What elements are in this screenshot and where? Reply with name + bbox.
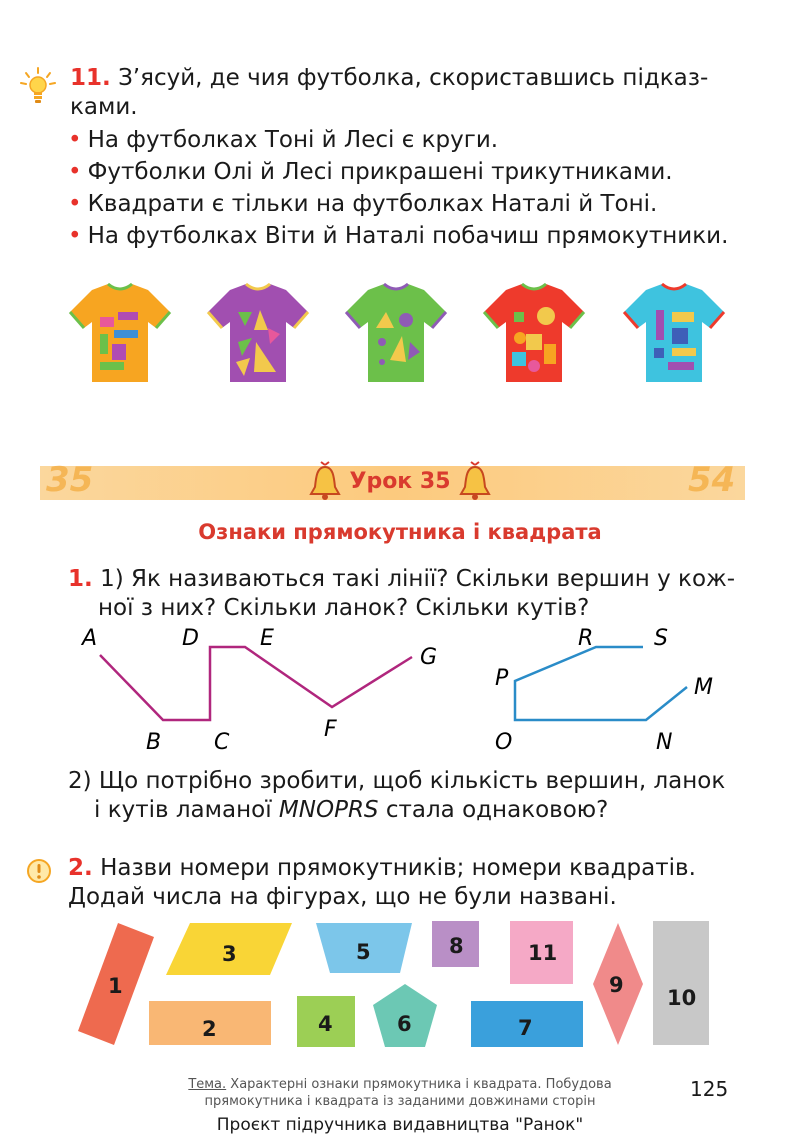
task-2-number: 2. (68, 855, 93, 881)
point-label: B (146, 730, 162, 755)
tshirt-1 (70, 284, 170, 382)
polyline-abcdefg (100, 647, 412, 720)
shape-label: 11 (528, 941, 558, 965)
shape-label: 3 (222, 942, 237, 966)
footer-topic: Тема. Характерні ознаки прямокутника і квадрата. Побудова прямокутника і квадрата із заданими довжинами сторін (188, 1077, 612, 1109)
shape-label: 5 (356, 940, 371, 964)
shapes-figure (0, 915, 800, 1055)
bell-icon (459, 461, 491, 501)
point-label: M (694, 675, 713, 700)
tshirt-3 (346, 284, 446, 382)
task-11-number: 11. (70, 65, 111, 91)
tshirt-2 (208, 284, 308, 382)
point-label: C (214, 730, 230, 755)
page-number: 125 (690, 1077, 729, 1101)
task-2-prompt: 2. Назви номери прямокутників; номери квадратів. Додай числа на фігурах, що не були названі. (68, 855, 696, 910)
polyline-srponm (515, 647, 687, 720)
shape-label: 4 (318, 1012, 333, 1036)
hint-item: • На футболках Тоні й Лесі є круги. (68, 127, 499, 153)
shape-label: 9 (609, 973, 624, 997)
tshirt-5 (624, 284, 724, 382)
lightbulb-icon (20, 66, 56, 106)
shape-label: 1 (108, 974, 123, 998)
hint-item: • Квадрати є тільки на футболках Наталі й Тоні. (68, 191, 658, 217)
shape-label: 8 (449, 934, 464, 958)
lesson-title: Урок 35 (349, 468, 451, 494)
task-1-question-1: 1. 1) Як називаються такі лінії? Скільки вершин у кож- ної з них? Скільки ланок? Скільки кутів? (68, 566, 736, 621)
polylines-figure (0, 615, 800, 765)
point-label: D (182, 626, 199, 651)
shape-label: 2 (202, 1017, 217, 1041)
point-label: S (654, 626, 668, 651)
point-label: G (420, 645, 438, 670)
hint-item: • Футболки Олі й Лесі прикрашені трикутниками. (68, 159, 673, 185)
lesson-subtitle: Ознаки прямокутника і квадрата (198, 520, 602, 544)
exclamation-icon (26, 858, 52, 884)
point-label: O (495, 730, 513, 755)
tshirts-illustration (60, 280, 750, 390)
point-label: A (82, 626, 98, 651)
point-label: N (656, 730, 673, 755)
task-11-text-line2: ками. (70, 94, 138, 120)
shape-label: 6 (397, 1012, 412, 1036)
point-label: P (495, 666, 509, 691)
shape-label: 7 (518, 1016, 533, 1040)
bell-icon (309, 461, 341, 501)
tshirt-4 (484, 284, 584, 382)
lesson-title-group (300, 458, 500, 504)
task-11-text-line1: З’ясуй, де чия футболка, скориставшись підказ- (118, 65, 709, 91)
shape-label: 10 (667, 986, 697, 1010)
footer-topic-label: Тема. (188, 1077, 227, 1092)
task-11-hints (68, 126, 768, 251)
footer-publisher: Проєкт підручника видавництва "Ранок" (216, 1115, 584, 1135)
task-1-question-2: 2) Що потрібно зробити, щоб кількість вершин, ланок і кутів ламаної MNOPRS стала однаковою? (68, 768, 726, 823)
point-label: E (260, 626, 274, 651)
task-11-prompt (70, 64, 740, 122)
lesson-left-deco: 35 (46, 460, 94, 500)
shape-10 (653, 921, 709, 1045)
hint-item: • На футболках Віти й Наталі побачиш прямокутники. (68, 223, 729, 249)
task-1-number: 1. (68, 566, 93, 592)
lesson-right-deco: 54 (688, 460, 736, 500)
point-label: F (324, 717, 337, 742)
point-label: R (578, 626, 594, 651)
